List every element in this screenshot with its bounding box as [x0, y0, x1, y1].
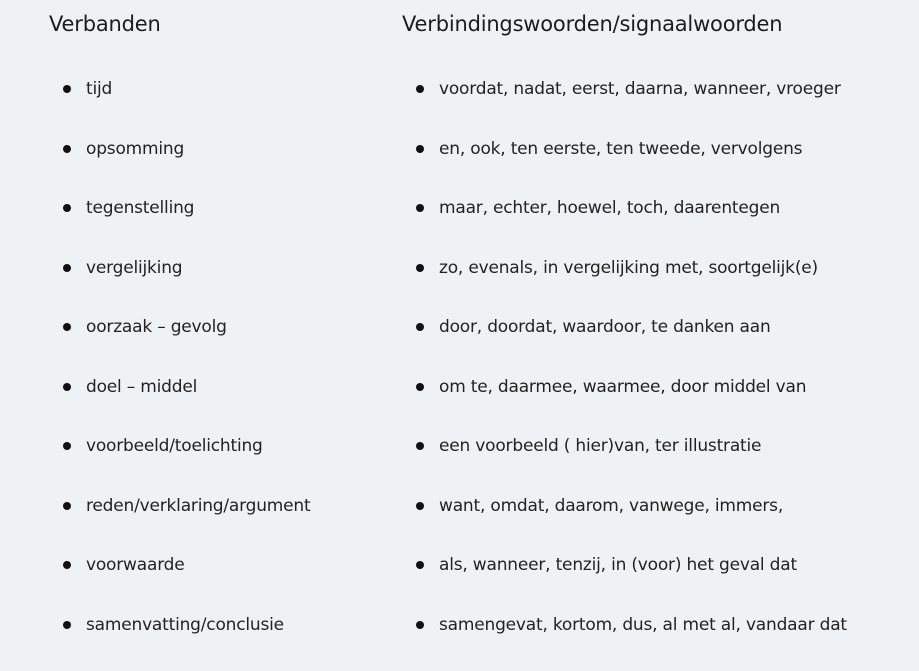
list-item-text: maar, echter, hoewel, toch, daarentegen	[439, 198, 780, 218]
verbanden-list	[49, 76, 310, 671]
bullet-icon	[416, 442, 424, 450]
list-item-text: tegenstelling	[86, 198, 194, 218]
bullet-icon	[63, 204, 71, 212]
list-item-text: als, wanneer, tenzij, in (voor) het geval dat	[439, 555, 797, 575]
list-item	[49, 255, 310, 315]
list-item	[49, 314, 310, 374]
bullet-icon	[63, 561, 71, 569]
list-item-text: tijd	[86, 79, 112, 99]
list-item-text: door, doordat, waardoor, te danken aan	[439, 317, 771, 337]
list-item-text: en, ook, ten eerste, ten tweede, vervolgens	[439, 139, 802, 159]
list-item-text: opsomming	[86, 139, 184, 159]
list-item-text: want, omdat, daarom, vanwege, immers,	[439, 496, 783, 516]
list-item-text: doel – middel	[86, 377, 197, 397]
list-item	[49, 493, 310, 553]
bullet-icon	[63, 621, 71, 629]
signaalwoorden-heading: Verbindingswoorden/signaalwoorden	[402, 12, 782, 36]
bullet-icon	[416, 323, 424, 331]
bullet-icon	[416, 204, 424, 212]
bullet-icon	[63, 502, 71, 510]
list-item	[49, 195, 310, 255]
bullet-icon	[63, 145, 71, 153]
list-item-text: samengevat, kortom, dus, al met al, vandaar dat	[439, 615, 847, 635]
list-item-text: voorwaarde	[86, 555, 185, 575]
bullet-icon	[416, 145, 424, 153]
list-item-text: samenvatting/conclusie	[86, 615, 284, 635]
bullet-icon	[416, 621, 424, 629]
list-item	[402, 314, 847, 374]
list-item-text: een voorbeeld ( hier)van, ter illustratie	[439, 436, 761, 456]
bullet-icon	[63, 264, 71, 272]
list-item	[402, 76, 847, 136]
list-item-text: voordat, nadat, eerst, daarna, wanneer, vroeger	[439, 79, 841, 99]
list-item	[49, 374, 310, 434]
list-item-text: oorzaak – gevolg	[86, 317, 227, 337]
list-item	[402, 374, 847, 434]
bullet-icon	[416, 85, 424, 93]
list-item	[49, 552, 310, 612]
list-item	[49, 433, 310, 493]
bullet-icon	[63, 85, 71, 93]
signaalwoorden-list	[402, 76, 847, 671]
list-item	[402, 255, 847, 315]
bullet-icon	[63, 383, 71, 391]
list-item-text: om te, daarmee, waarmee, door middel van	[439, 377, 806, 397]
list-item	[49, 76, 310, 136]
list-item	[49, 136, 310, 196]
bullet-icon	[416, 383, 424, 391]
list-item	[402, 195, 847, 255]
list-item	[402, 612, 847, 671]
bullet-icon	[63, 442, 71, 450]
list-item	[402, 136, 847, 196]
bullet-icon	[416, 502, 424, 510]
list-item	[402, 493, 847, 553]
list-item-text: zo, evenals, in vergelijking met, soortgelijk(e)	[439, 258, 818, 278]
list-item	[402, 433, 847, 493]
verbanden-heading: Verbanden	[49, 12, 161, 36]
list-item-text: reden/verklaring/argument	[86, 496, 310, 516]
bullet-icon	[416, 561, 424, 569]
list-item	[49, 612, 310, 671]
bullet-icon	[416, 264, 424, 272]
bullet-icon	[63, 323, 71, 331]
list-item	[402, 552, 847, 612]
list-item-text: vergelijking	[86, 258, 182, 278]
list-item-text: voorbeeld/toelichting	[86, 436, 263, 456]
